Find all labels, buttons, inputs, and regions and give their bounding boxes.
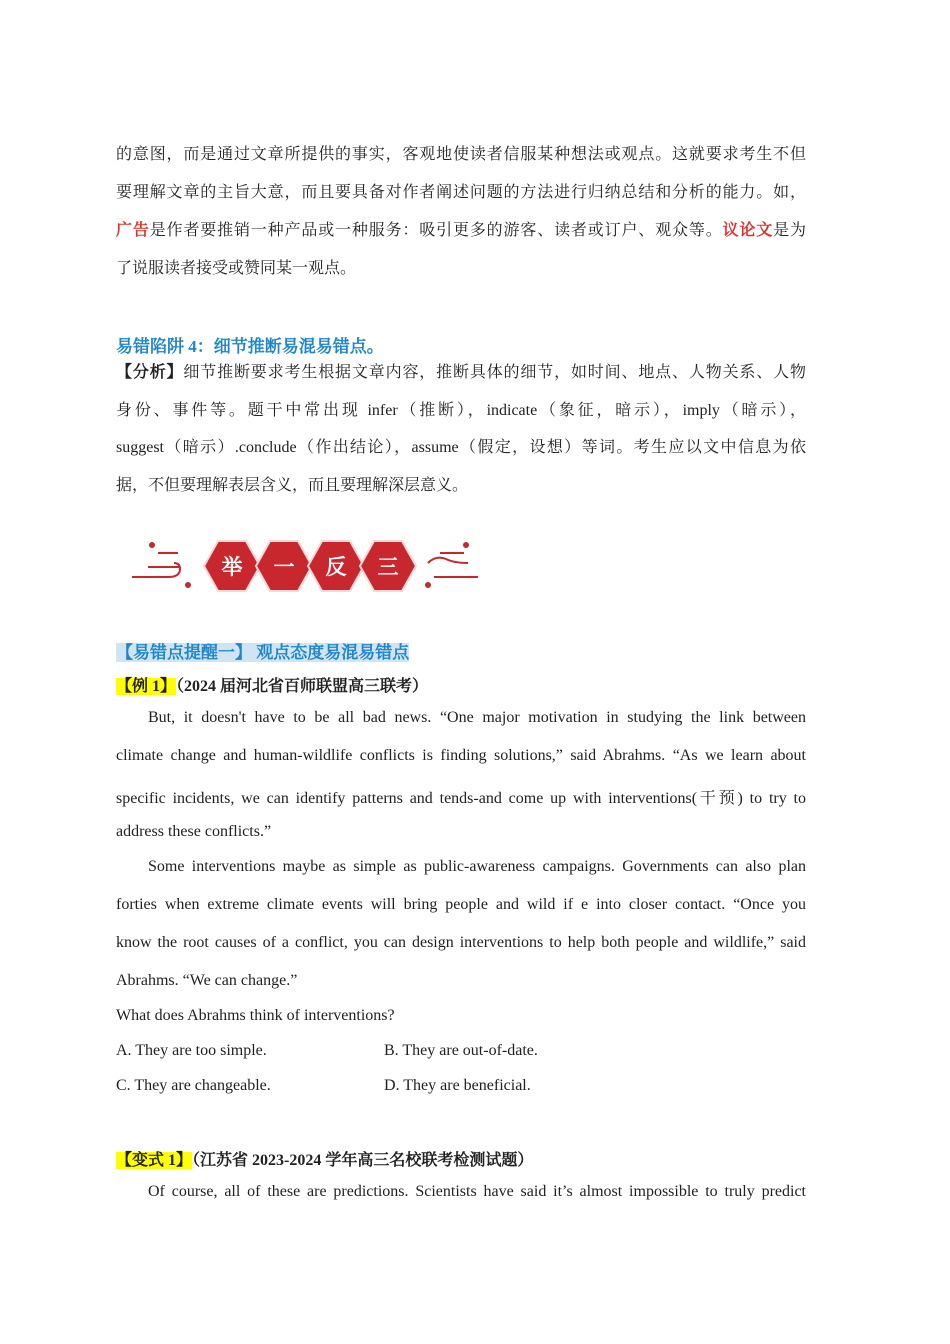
intro-line-4: 了说服读者接受或赞同某一观点。 — [116, 260, 357, 277]
banner-char-2: 一 — [273, 555, 295, 579]
intro-line-2: 要理解文章的主旨大意，而且要具备对作者阐述问题的方法进行归纳总结和分析的能力。如， — [116, 184, 806, 201]
example-1-source: （2024 届河北省百师联盟高三联考） — [176, 678, 429, 695]
highlight-argumentative: 议论文 — [722, 222, 774, 239]
example-1-p2-line-4: Abrahms. “We can change.” — [116, 972, 298, 989]
trap4-line-1: 【分析】细节推断要求考生根据文章内容，推断具体的细节，如时间、地点、人物关系、人物 — [116, 364, 806, 381]
intro-line-1: 的意图，而是通过文章所提供的事实，客观地使读者信服某种想法或观点。这就要求考生不但 — [116, 146, 806, 163]
variant-1-source: （江苏省 2023-2024 学年高三名校联考检测试题） — [192, 1152, 534, 1169]
banner-char-3: 反 — [325, 555, 347, 579]
example-1-tag: 【例 1】 — [116, 678, 177, 695]
practice-banner — [128, 535, 488, 597]
trap4-heading: 易错陷阱 4：细节推断易混易错点。 — [116, 337, 384, 356]
intro-line-3: 广告是作者要推销一种产品或一种服务：吸引更多的游客、读者或订户、观众等。议论文是为 — [116, 222, 806, 239]
reminder-1-heading: 【易错点提醒一】 观点态度易混易错点 — [116, 643, 410, 662]
banner-right-swirl — [428, 558, 468, 563]
analysis-label: 【分析】 — [116, 364, 184, 381]
trap4-line-4: 据，不但要理解表层含义，而且要理解深层意义。 — [116, 477, 469, 494]
example-1-p1-line-1: But, it doesn't have to be all bad news. “One major motivation in studying the link between — [148, 709, 806, 726]
example-1-p1-line-4: address these conflicts.” — [116, 823, 272, 840]
trap4-line-3: suggest（暗示）.conclude（作出结论），assume（假定，设想）等词。考生应以文中信息为依 — [116, 439, 806, 456]
example-1-p1-line-2: climate change and human-wildlife conflicts is finding solutions,” said Abrahms. “As we learn about — [116, 747, 806, 764]
example-1-p1-line-3: specific incidents, we can identify patterns and tends-and come up with interventions(干预) to try to — [116, 790, 806, 807]
variant-1-tag: 【变式 1】 — [116, 1152, 193, 1169]
option-b: B. They are out-of-date. — [384, 1042, 538, 1059]
variant-1-line-1: Of course, all of these are predictions. Scientists have said it’s almost impossible to truly predict — [148, 1183, 806, 1200]
trap4-line-2: 身份、事件等。题干中常出现 infer（推断），indicate（象征，暗示），imply（暗示）， — [116, 402, 806, 419]
example-1-p2-line-3: know the root causes of a conflict, you can design interventions to help both people and wildlife,” said — [116, 934, 806, 951]
banner-char-4: 三 — [377, 555, 399, 579]
highlight-advertisement: 广告 — [116, 222, 150, 239]
banner-char-1: 举 — [221, 555, 243, 579]
variant-1-header — [116, 1147, 806, 1170]
example-1-question: What does Abrahms think of interventions? — [116, 1007, 395, 1024]
option-c: C. They are changeable. — [116, 1077, 271, 1094]
option-a: A. They are too simple. — [116, 1042, 267, 1059]
option-d: D. They are beneficial. — [384, 1077, 531, 1094]
example-1-p2-line-2: forties when extreme climate events will bring people and wild if e into closer contact. “Once you — [116, 896, 806, 913]
example-1-p2-line-1: Some interventions maybe as simple as public-awareness campaigns. Governments can also plan — [148, 858, 806, 875]
banner-left-swirl — [132, 563, 180, 577]
example-1-header — [116, 673, 806, 696]
